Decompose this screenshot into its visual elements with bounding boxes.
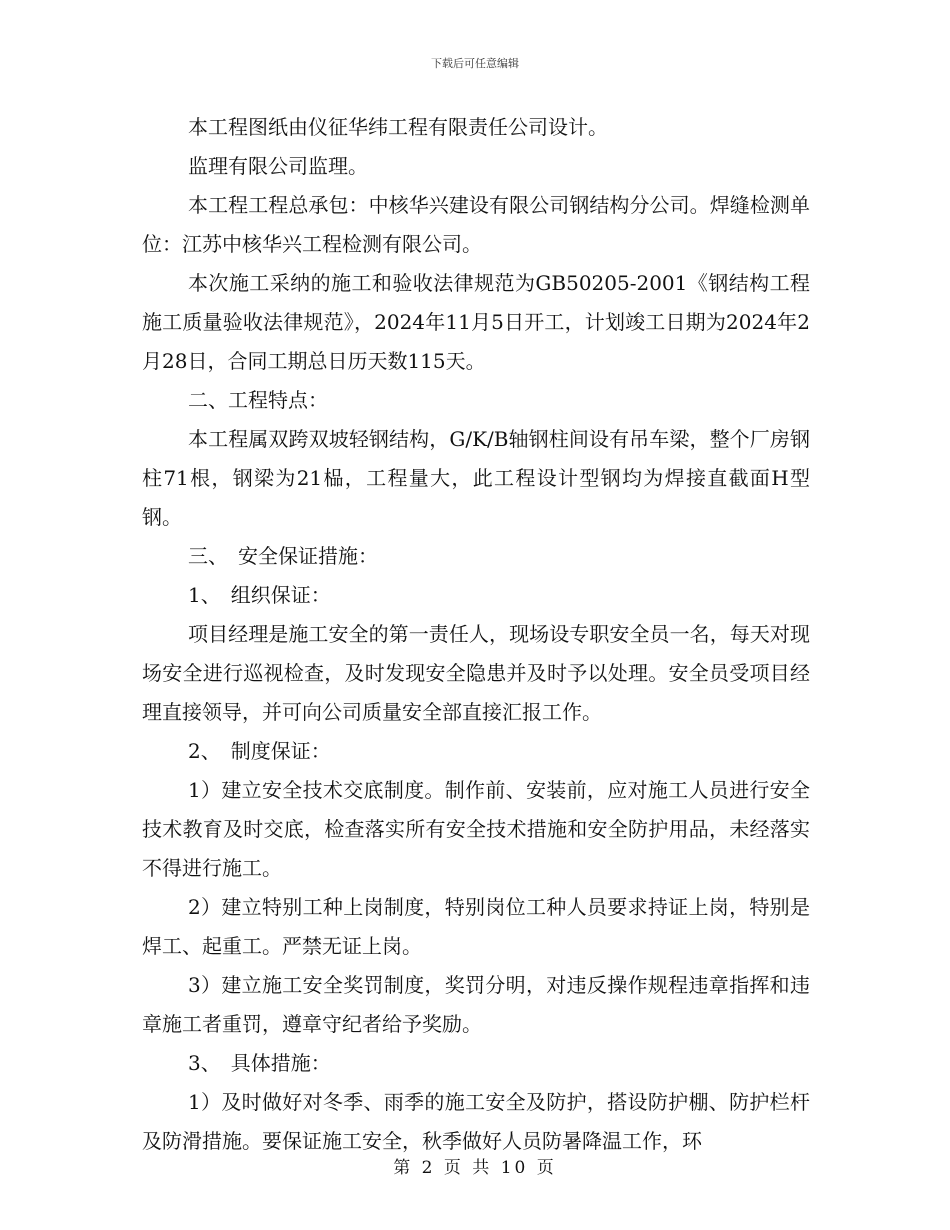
paragraph-features: 本工程属双跨双坡轻钢结构，G/K/B轴钢柱间设有吊车梁，整个厂房钢柱71根，钢梁为21榀，工程量大，此工程设计型钢均为焊接直截面H型钢。 <box>142 427 810 529</box>
paragraph-standards: 本次施工采纳的施工和验收法律规范为GB50205-2001《钢结构工程施工质量验收法律规范》，2024年11月5日开工，计划竣工日期为2024年2月28日，合同工期总日历天数115天。 <box>142 271 810 373</box>
paragraph-system-3: 3）建立施工安全奖罚制度，奖罚分明，对违反操作规程违章指挥和违章施工者重罚，遵章守纪者给予奖励。 <box>142 973 810 1036</box>
subheading-system: 2、 制度保证： <box>188 739 331 763</box>
paragraph-contractor: 本工程工程总承包：中核华兴建设有限公司钢结构分公司。焊缝检测单位：江苏中核华兴工程检测有限公司。 <box>142 193 810 256</box>
page-number: 第 2 页 共 10 页 <box>393 1158 557 1178</box>
section-heading-features: 二、工程特点： <box>188 388 328 412</box>
section-heading-safety: 三、 安全保证措施： <box>188 544 378 568</box>
paragraph-system-1: 1）建立安全技术交底制度。制作前、安装前，应对施工人员进行安全技术教育及时交底，检查落实所有安全技术措施和安全防护用品，未经落实不得进行施工。 <box>142 778 810 880</box>
paragraph-measures-1: 1）及时做好对冬季、雨季的施工安全及防护，搭设防护棚、防护栏杆及防滑措施。要保证施工安全，秋季做好人员防暑降温工作，环 <box>142 1090 810 1153</box>
paragraph-system-2: 2）建立特别工种上岗制度，特别岗位工种人员要求持证上岗，特别是焊工、起重工。严禁无证上岗。 <box>142 895 810 958</box>
paragraph-organization: 项目经理是施工安全的第一责任人，现场设专职安全员一名，每天对现场安全进行巡视检查，及时发现安全隐患并及时予以处理。安全员受项目经理直接领导，并可向公司质量安全部直接汇报工作。 <box>142 622 810 724</box>
paragraph-supervision: 监理有限公司监理。 <box>188 154 368 178</box>
subheading-organization: 1、 组织保证： <box>188 583 331 607</box>
document-body <box>142 108 810 1161</box>
paragraph-design: 本工程图纸由仪征华纬工程有限责任公司设计。 <box>188 115 608 139</box>
subheading-measures: 3、 具体措施： <box>188 1051 331 1075</box>
header-note: 下载后可任意编辑 <box>431 57 519 70</box>
